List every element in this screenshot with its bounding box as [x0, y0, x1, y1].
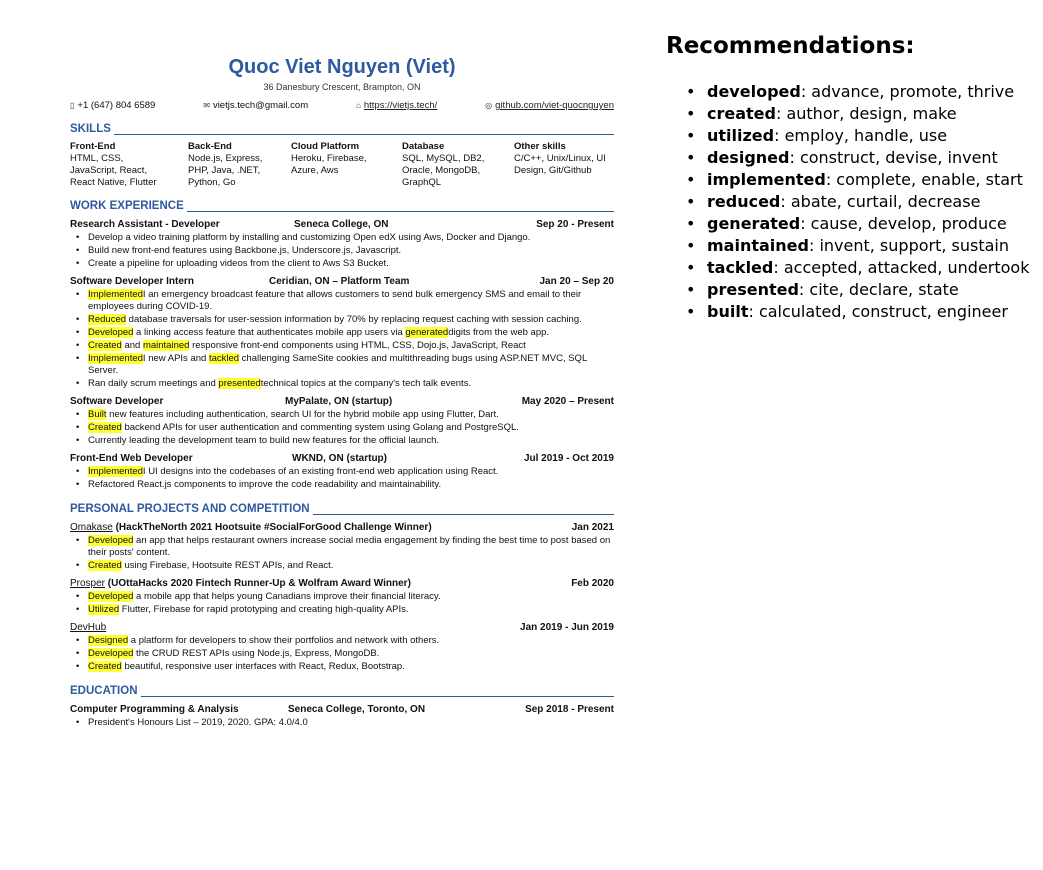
- bullet-text: beautiful, responsive user interfaces with React, Redux, Bootstrap.: [121, 661, 405, 672]
- highlighted-verb: Designed: [88, 635, 129, 646]
- project-header: [70, 577, 614, 590]
- bullet-item: [70, 422, 614, 434]
- recommendation-synonyms: : cite, declare, state: [798, 280, 959, 299]
- skill-line: Azure, Aws: [291, 165, 339, 176]
- bullet-text: a platform for developers to show their portfolios and network with others.: [128, 635, 440, 646]
- skill-column: [514, 141, 614, 189]
- highlighted-verb: tackled: [208, 353, 240, 364]
- bullet-text: Develop a video training platform by installing and customizing Open edX using Aws, Docker and Django.: [88, 232, 531, 243]
- bullet-text: an app that helps restaurant owners increase social media engagement by finding the best time to post based on their posts' content.: [88, 535, 611, 558]
- job-bullets: [70, 409, 614, 447]
- highlighted-verb: Created: [88, 422, 122, 433]
- recommendation-synonyms: : calculated, construct, engineer: [748, 302, 1008, 321]
- recommendation-item: [666, 301, 1036, 323]
- contact-website[interactable]: ⌂ https://vietjs.tech/: [356, 100, 438, 111]
- bullet-text: the CRUD REST APIs using Node.js, Express, MongoDB.: [133, 648, 380, 659]
- highlighted-verb: Developed: [88, 591, 134, 602]
- project-name: Prosper: [70, 578, 106, 589]
- job-header: [70, 275, 614, 288]
- bullet-item: [70, 353, 614, 377]
- project-name: Omakase: [70, 522, 113, 533]
- recommendations-panel: [666, 31, 1036, 323]
- education-entry: [70, 703, 614, 729]
- education-date: Sep 2018 - Present: [525, 704, 614, 715]
- recommendation-word: created: [707, 104, 776, 123]
- highlighted-verb: Created: [88, 560, 122, 571]
- bullet-item: [70, 314, 614, 326]
- highlighted-verb: Created: [88, 661, 122, 672]
- recommendation-synonyms: : cause, develop, produce: [800, 214, 1007, 233]
- skills-section-title: SKILLS: [70, 122, 614, 136]
- project-header: [70, 521, 614, 534]
- skill-line: JavaScript, React,: [70, 165, 148, 176]
- skills-grid: [70, 141, 614, 189]
- recommendation-item: [666, 125, 1036, 147]
- bullet-item: [70, 648, 614, 660]
- job-header: [70, 395, 614, 408]
- bullet-item: [70, 591, 614, 603]
- skill-line: Node.js, Express,: [188, 153, 263, 164]
- bullet-text: new features including authentication, search UI for the hybrid mobile app using Flutter, Dart.: [106, 409, 499, 420]
- recommendation-item: [666, 147, 1036, 169]
- skill-line: SQL, MySQL, DB2,: [402, 153, 485, 164]
- skill-column: [291, 141, 402, 189]
- education-program: Computer Programming & Analysis: [70, 704, 239, 715]
- contact-bar: [70, 100, 614, 112]
- bullet-text: I an emergency broadcast feature that allows customers to send bulk emergency SMS and email to their employees during COVID-19.: [88, 289, 582, 312]
- project-award: (HackTheNorth 2021 Hootsuite #SocialForGood Challenge Winner): [112, 522, 432, 533]
- bullet-text: Create a pipeline for uploading videos from the client to Aws S3 Bucket.: [88, 258, 389, 269]
- job-role: Software Developer: [70, 396, 164, 407]
- bullet-item: [70, 378, 614, 390]
- skill-line: PHP, Java, .NET,: [188, 165, 261, 176]
- recommendation-synonyms: : complete, enable, start: [825, 170, 1023, 189]
- resume-address: 36 Danesbury Crescent, Brampton, ON: [263, 82, 421, 92]
- recommendation-word: designed: [707, 148, 790, 167]
- skill-column: [70, 141, 188, 189]
- project-bullets: [70, 535, 614, 572]
- bullet-text: technical topics at the company's tech talk events.: [260, 378, 472, 389]
- project-name: DevHub: [70, 622, 107, 633]
- contact-phone: ▯ +1 (647) 804 6589: [70, 100, 156, 111]
- project-header: [70, 621, 614, 634]
- highlighted-verb: Created: [88, 340, 122, 351]
- section-divider: [114, 134, 614, 135]
- bullet-item: [70, 245, 614, 257]
- job-organization: MyPalate, ON (startup): [285, 396, 393, 407]
- recommendation-word: generated: [707, 214, 801, 233]
- highlighted-verb: Developed: [88, 648, 134, 659]
- github-icon: ◎: [485, 101, 493, 110]
- section-divider: [313, 514, 614, 515]
- skill-line: C/C++, Unix/Linux, UI: [514, 153, 606, 164]
- skill-line: Design, Git/Github: [514, 165, 592, 176]
- highlighted-verb: presented: [218, 378, 261, 389]
- education-bullet: • President's Honours List – 2019, 2020. GPA: 4.0/4.0: [70, 717, 614, 729]
- job-role: Software Developer Intern: [70, 276, 194, 287]
- bullet-text: I UI designs into the codebases of an existing front-end web application using React.: [142, 466, 499, 477]
- recommendation-synonyms: : accepted, attacked, undertook: [773, 258, 1030, 277]
- recommendation-synonyms: : advance, promote, thrive: [800, 82, 1015, 101]
- bullet-item: [70, 604, 614, 616]
- job-date: Jul 2019 - Oct 2019: [523, 453, 614, 464]
- recommendation-synonyms: : construct, devise, invent: [789, 148, 998, 167]
- bullet-text: Build new front-end features using Backbone.js, Underscore.js, Javascript.: [88, 245, 402, 256]
- recommendation-synonyms: : employ, handle, use: [774, 126, 948, 145]
- project-date: Feb 2020: [571, 578, 614, 589]
- highlighted-verb: Developed: [88, 535, 134, 546]
- skill-heading: Other skills: [514, 141, 566, 152]
- bullet-text: a linking access feature that authenticates mobile app users via: [133, 327, 406, 338]
- bullet-text: challenging SameSite cookies and multithreading bugs using ASP.NET MVC, SQL Server.: [88, 353, 587, 376]
- resume-document: [70, 54, 614, 729]
- highlighted-verb: Implemented: [88, 466, 143, 477]
- bullet-text: digits from the web app.: [448, 327, 550, 338]
- job-bullets: [70, 232, 614, 270]
- job-role: Research Assistant - Developer: [70, 219, 220, 230]
- bullet-item: [70, 289, 614, 313]
- bullet-text: Refactored React.js components to improve the code readability and maintainability.: [88, 479, 442, 490]
- recommendation-word: built: [707, 302, 749, 321]
- recommendations-title: Recommendations:: [666, 33, 915, 59]
- job-bullets: [70, 289, 614, 390]
- skill-line: Python, Go: [188, 177, 236, 188]
- project-bullets: [70, 591, 614, 616]
- job-entry: [70, 218, 614, 270]
- email-icon: ✉: [203, 101, 210, 110]
- job-bullets: [70, 466, 614, 491]
- education-school: Seneca College, Toronto, ON: [288, 704, 426, 715]
- recommendation-word: developed: [707, 82, 801, 101]
- bullet-text: Ran daily scrum meetings and: [88, 378, 219, 389]
- job-organization: Seneca College, ON: [294, 219, 389, 230]
- skill-column: [188, 141, 291, 189]
- recommendation-item: [666, 235, 1036, 257]
- skill-heading: Cloud Platform: [291, 141, 360, 152]
- highlighted-verb: Built: [88, 409, 107, 420]
- recommendation-item: [666, 169, 1036, 191]
- bullet-item: [70, 635, 614, 647]
- recommendation-synonyms: : invent, support, sustain: [808, 236, 1010, 255]
- skill-line: GraphQL: [402, 177, 442, 188]
- resume-name: Quoc Viet Nguyen (Viet): [228, 56, 456, 78]
- project-title: [70, 621, 106, 634]
- job-date: Sep 20 - Present: [536, 219, 614, 230]
- bullet-item: [70, 340, 614, 352]
- recommendation-word: maintained: [707, 236, 809, 255]
- recommendation-word: utilized: [707, 126, 775, 145]
- bullet-text: responsive front-end components using HTML, CSS, Dojo.js, JavaScript, React: [189, 340, 526, 351]
- recommendation-item: [666, 257, 1036, 279]
- skill-line: HTML, CSS,: [70, 153, 124, 164]
- bullet-text: using Firebase, Hootsuite REST APIs, and React.: [121, 560, 334, 571]
- bullet-item: [70, 560, 614, 572]
- bullet-item: [70, 479, 614, 491]
- project-entry: [70, 521, 614, 572]
- project-date: Jan 2019 - Jun 2019: [520, 622, 614, 633]
- job-entry: [70, 452, 614, 491]
- job-header: [70, 452, 614, 465]
- recommendation-word: reduced: [707, 192, 781, 211]
- recommendation-item: [666, 103, 1036, 125]
- recommendation-item: [666, 279, 1036, 301]
- bullet-text: backend APIs for user authentication and commenting system using Golang and PostgreSQL.: [121, 422, 519, 433]
- section-divider: [187, 211, 614, 212]
- projects-section-title: PERSONAL PROJECTS AND COMPETITION: [70, 502, 614, 516]
- contact-github[interactable]: ◎ github.com/viet-quocnguyen: [485, 100, 614, 111]
- bullet-item: [70, 535, 614, 559]
- recommendation-word: presented: [707, 280, 799, 299]
- bullet-item: [70, 466, 614, 478]
- skill-line: Oracle, MongoDB,: [402, 165, 481, 176]
- work-section-title: WORK EXPERIENCE: [70, 199, 614, 213]
- recommendation-word: implemented: [707, 170, 826, 189]
- skill-heading: Front-End: [70, 141, 116, 152]
- project-entry: [70, 621, 614, 673]
- bullet-text: a mobile app that helps young Canadians improve their financial literacy.: [133, 591, 441, 602]
- bullet-item: [70, 232, 614, 244]
- contact-email[interactable]: ✉ vietjs.tech@gmail.com: [203, 100, 309, 111]
- job-entry: [70, 275, 614, 390]
- highlighted-verb: Reduced: [88, 314, 127, 325]
- recommendations-list: [666, 81, 1036, 323]
- highlighted-verb: Implemented: [88, 353, 143, 364]
- bullet-item: [70, 409, 614, 421]
- project-list: [70, 521, 614, 673]
- project-title: [70, 521, 432, 534]
- project-date: Jan 2021: [571, 522, 614, 533]
- highlighted-verb: Utilized: [88, 604, 120, 615]
- bullet-item: [70, 661, 614, 673]
- bullet-item: [70, 327, 614, 339]
- education-section-title: EDUCATION: [70, 684, 614, 698]
- bullet-item: [70, 435, 614, 447]
- bullet-text: and: [121, 340, 143, 351]
- bullet-text: Currently leading the development team to build new features for the official launch.: [88, 435, 440, 446]
- recommendation-synonyms: : abate, curtail, decrease: [780, 192, 981, 211]
- job-organization: WKND, ON (startup): [292, 453, 387, 464]
- skill-heading: Back-End: [188, 141, 232, 152]
- bullet-text: database traversals for user-session information by 70% by replacing request caching with session caching.: [126, 314, 582, 325]
- project-award: (UOttaHacks 2020 Fintech Runner-Up & Wolfram Award Winner): [105, 578, 411, 589]
- job-header: [70, 218, 614, 231]
- project-entry: [70, 577, 614, 616]
- recommendation-item: [666, 213, 1036, 235]
- skill-line: Heroku, Firebase,: [291, 153, 367, 164]
- skill-heading: Database: [402, 141, 445, 152]
- job-organization: Ceridian, ON – Platform Team: [269, 276, 410, 287]
- bullet-item: [70, 258, 614, 270]
- job-entry: [70, 395, 614, 447]
- highlighted-verb: generated: [405, 327, 449, 338]
- bullet-text: I new APIs and: [142, 353, 209, 364]
- phone-icon: ▯: [70, 101, 75, 110]
- job-date: Jan 20 – Sep 20: [539, 276, 614, 287]
- highlighted-verb: maintained: [142, 340, 190, 351]
- section-divider: [141, 696, 614, 697]
- recommendation-synonyms: : author, design, make: [775, 104, 957, 123]
- home-icon: ⌂: [356, 101, 361, 110]
- recommendation-item: [666, 191, 1036, 213]
- highlighted-verb: Developed: [88, 327, 134, 338]
- skill-line: React Native, Flutter: [70, 177, 157, 188]
- job-date: May 2020 – Present: [521, 396, 614, 407]
- bullet-text: Flutter, Firebase for rapid prototyping and creating high-quality APIs.: [119, 604, 409, 615]
- job-role: Front-End Web Developer: [70, 453, 193, 464]
- recommendation-item: [666, 81, 1036, 103]
- project-bullets: [70, 635, 614, 673]
- recommendation-word: tackled: [707, 258, 774, 277]
- project-title: [70, 577, 411, 590]
- highlighted-verb: Implemented: [88, 289, 143, 300]
- skill-column: [402, 141, 514, 189]
- job-list: [70, 218, 614, 491]
